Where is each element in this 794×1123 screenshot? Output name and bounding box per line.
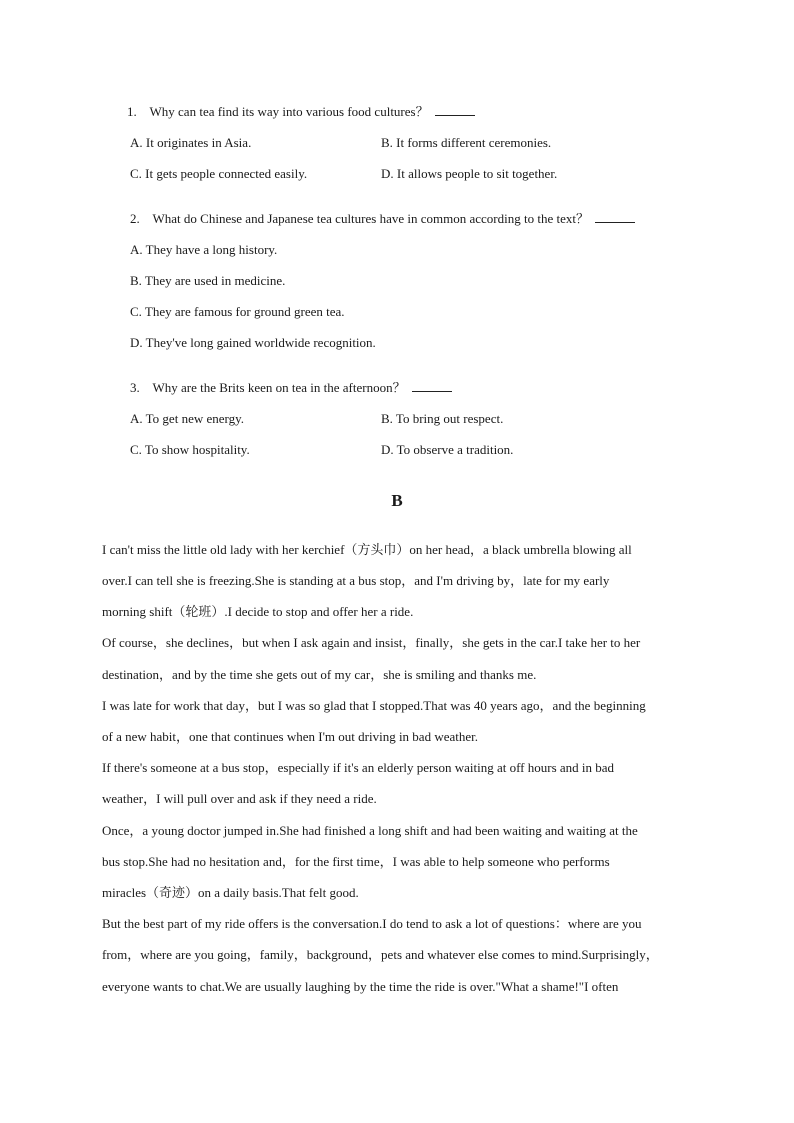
passage-line: But the best part of my ride offers is the conversation.I do tend to ask a lot of questions：where are you xyxy=(102,916,642,931)
passage-line: from，where are you going，family，background，pets and whatever else comes to mind.Surprisingly， xyxy=(102,947,659,962)
option: B. To bring out respect. xyxy=(381,411,504,426)
passage-line: everyone wants to chat.We are usually laughing by the time the ride is over."What a shame!"I often xyxy=(102,979,619,994)
passage-line: miracles（奇迹）on a daily basis.That felt good. xyxy=(102,885,359,900)
question-number: 2. xyxy=(130,211,140,226)
option: D. To observe a tradition. xyxy=(381,442,514,457)
passage-line: morning shift（轮班）.I decide to stop and offer her a ride. xyxy=(102,604,414,619)
option: D. It allows people to sit together. xyxy=(381,166,558,181)
passage-line: I was late for work that day，but I was so glad that I stopped.That was 40 years ago，and the beginning xyxy=(102,698,646,713)
passage-line: I can't miss the little old lady with her kerchief（方头巾）on her head，a black umbrella blowing all xyxy=(102,542,632,557)
question-text: What do Chinese and Japanese tea cultures have in common according to the text？ xyxy=(152,211,589,226)
option: A. They have a long history. xyxy=(130,242,278,257)
option: C. To show hospitality. xyxy=(130,442,250,457)
option: B. They are used in medicine. xyxy=(130,273,286,288)
passage-line: bus stop.She had no hesitation and，for the first time，I was able to help someone who performs xyxy=(102,854,610,869)
answer-blank xyxy=(412,381,452,392)
answer-blank xyxy=(595,212,635,223)
passage-line: Once，a young doctor jumped in.She had finished a long shift and had been waiting and waiting at the xyxy=(102,823,638,838)
option: C. They are famous for ground green tea. xyxy=(130,304,345,319)
question-3 xyxy=(130,380,452,396)
question-2 xyxy=(130,211,635,227)
passage-line: Of course，she declines，but when I ask again and insist，finally，she gets in the car.I take her to her xyxy=(102,635,641,650)
option: A. To get new energy. xyxy=(130,411,245,426)
option: B. It forms different ceremonies. xyxy=(381,135,552,150)
passage-line: destination，and by the time she gets out of my car，she is smiling and thanks me. xyxy=(102,667,537,682)
answer-blank xyxy=(435,105,475,116)
passage-line: If there's someone at a bus stop，especially if it's an elderly person waiting at off hours and in bad xyxy=(102,760,615,775)
passage-line: over.I can tell she is freezing.She is standing at a bus stop，and I'm driving by，late for my early xyxy=(102,573,610,588)
option: C. It gets people connected easily. xyxy=(130,166,308,181)
question-text: Why are the Brits keen on tea in the afternoon？ xyxy=(152,380,406,395)
question-text: Why can tea find its way into various food cultures？ xyxy=(149,104,429,119)
question-1 xyxy=(127,104,475,120)
option: D. They've long gained worldwide recognition. xyxy=(130,335,376,350)
question-number: 1. xyxy=(127,104,137,119)
question-number: 3. xyxy=(130,380,140,395)
passage-line: of a new habit，one that continues when I'm out driving in bad weather. xyxy=(102,729,478,744)
passage-line: weather，I will pull over and ask if they need a ride. xyxy=(102,791,377,806)
section-heading: B xyxy=(391,491,403,510)
option: A. It originates in Asia. xyxy=(130,135,252,150)
